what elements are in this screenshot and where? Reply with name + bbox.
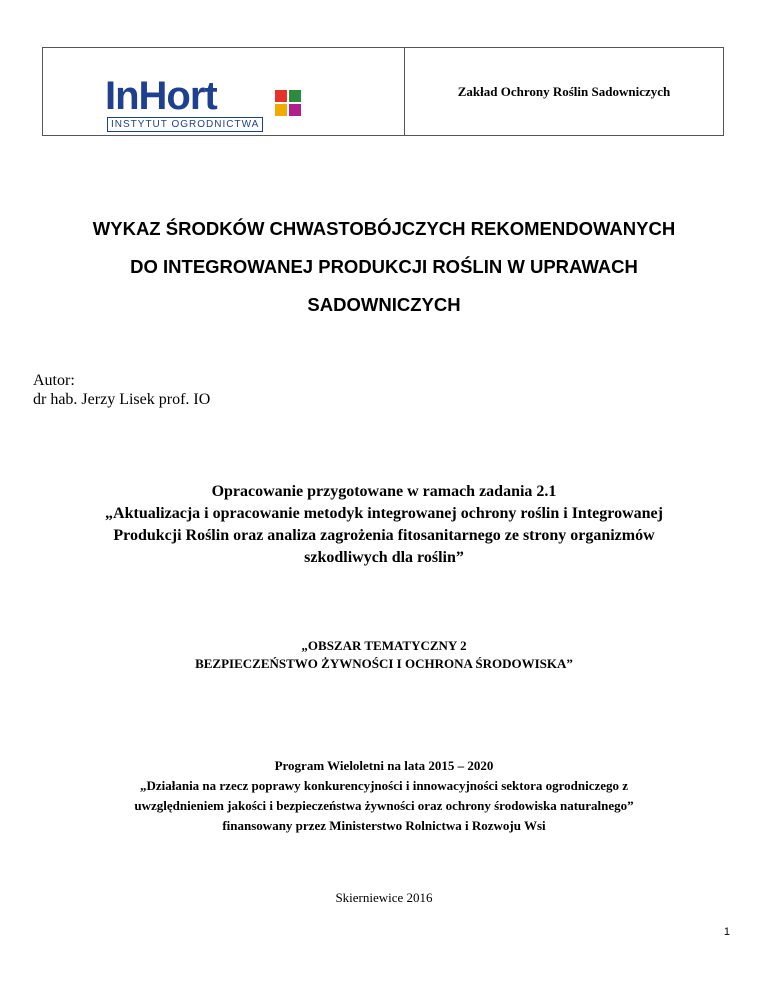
logo-squares-icon <box>275 90 303 118</box>
task-line: „Aktualizacja i opracowanie metodyk integrowanej ochrony roślin i Integrowanej <box>105 505 663 522</box>
thematic-area-line: BEZPIECZEŃSTWO ŻYWNOŚCI I OCHRONA ŚRODOWISKA” <box>195 656 573 671</box>
program-line: finansowany przez Ministerstwo Rolnictwa i Rozwoju Wsi <box>222 818 546 833</box>
task-line: Opracowanie przygotowane w ramach zadania 2.1 <box>211 483 557 500</box>
task-line: Produkcji Roślin oraz analiza zagrożenia fitosanitarnego ze strony organizmów <box>113 527 655 544</box>
inhort-logo <box>105 76 325 132</box>
page-number: 1 <box>723 926 730 938</box>
document-title <box>30 210 738 324</box>
title-line: DO INTEGROWANEJ PRODUKCJI ROŚLIN W UPRAWACH <box>130 256 638 277</box>
author-block <box>33 371 210 409</box>
logo-subtitle: INSTYTUT OGRODNICTWA <box>107 117 263 132</box>
program-block <box>40 756 728 836</box>
title-line: WYKAZ ŚRODKÓW CHWASTOBÓJCZYCH REKOMENDOWANYCH <box>92 218 676 239</box>
logo-wordmark: InHort <box>105 74 217 118</box>
thematic-area <box>60 637 708 673</box>
header-box <box>42 47 724 136</box>
task-description <box>40 481 728 569</box>
department-name: Zakład Ochrony Roślin Sadowniczych <box>457 83 671 99</box>
task-line: szkodliwych dla roślin” <box>304 549 464 566</box>
thematic-area-line: „OBSZAR TEMATYCZNY 2 <box>301 638 467 653</box>
program-line: uwzględnieniem jakości i bezpieczeństwa żywności oraz ochrony środowiska naturalnego” <box>134 798 634 813</box>
author-name: dr hab. Jerzy Lisek prof. IO <box>33 391 211 408</box>
title-line: SADOWNICZYCH <box>307 294 461 315</box>
place-year: Skierniewice 2016 <box>335 890 433 905</box>
program-line: „Działania na rzecz poprawy konkurencyjności i innowacyjności sektora ogrodniczego z <box>139 778 629 793</box>
author-label: Autor: <box>33 372 75 389</box>
program-line: Program Wieloletni na lata 2015 – 2020 <box>274 758 494 773</box>
